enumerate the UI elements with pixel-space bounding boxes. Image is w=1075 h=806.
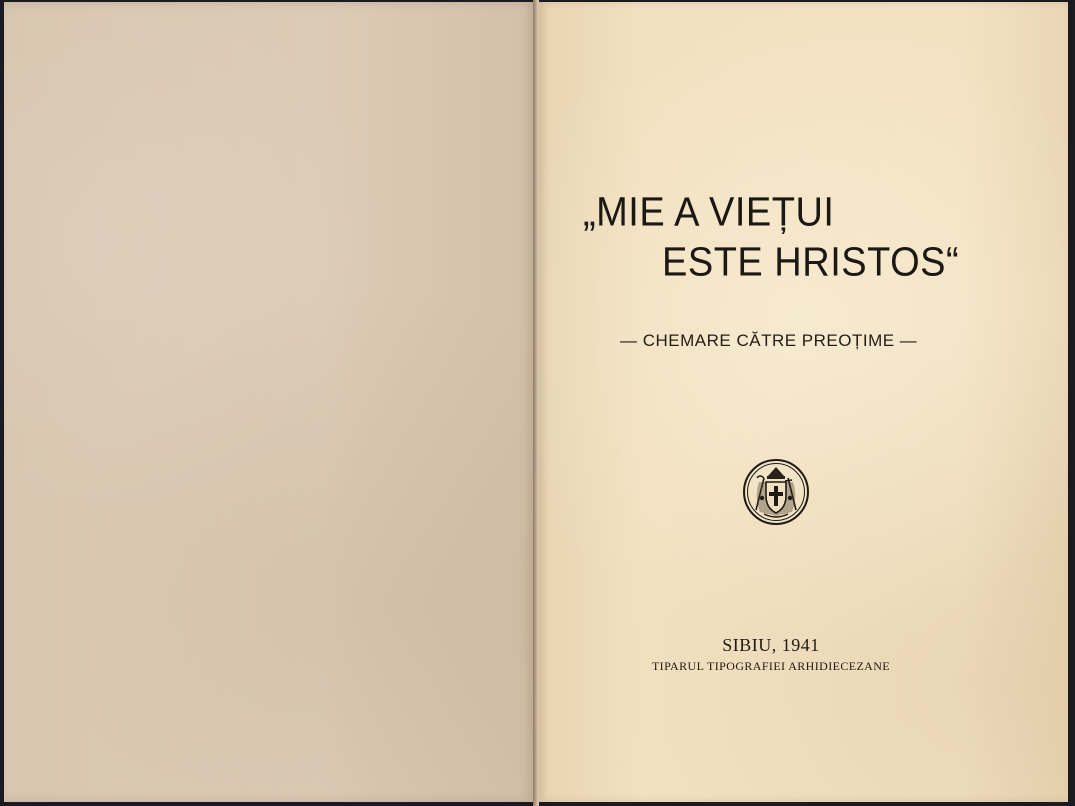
subtitle: — CHEMARE CĂTRE PREOȚIME — — [620, 331, 918, 350]
title-line-2: ESTE HRISTOS“ — [662, 240, 960, 286]
left-blank-page — [4, 2, 535, 802]
printer-line: TIPARUL TIPOGRAFIEI ARHIDIECEZANE — [651, 659, 891, 673]
publication-place-year: SIBIU, 1941 — [722, 635, 820, 655]
seal-emblem-icon — [742, 458, 810, 526]
title-page — [538, 2, 1068, 802]
title-line-1: „MIE A VIEȚUI — [583, 190, 835, 236]
